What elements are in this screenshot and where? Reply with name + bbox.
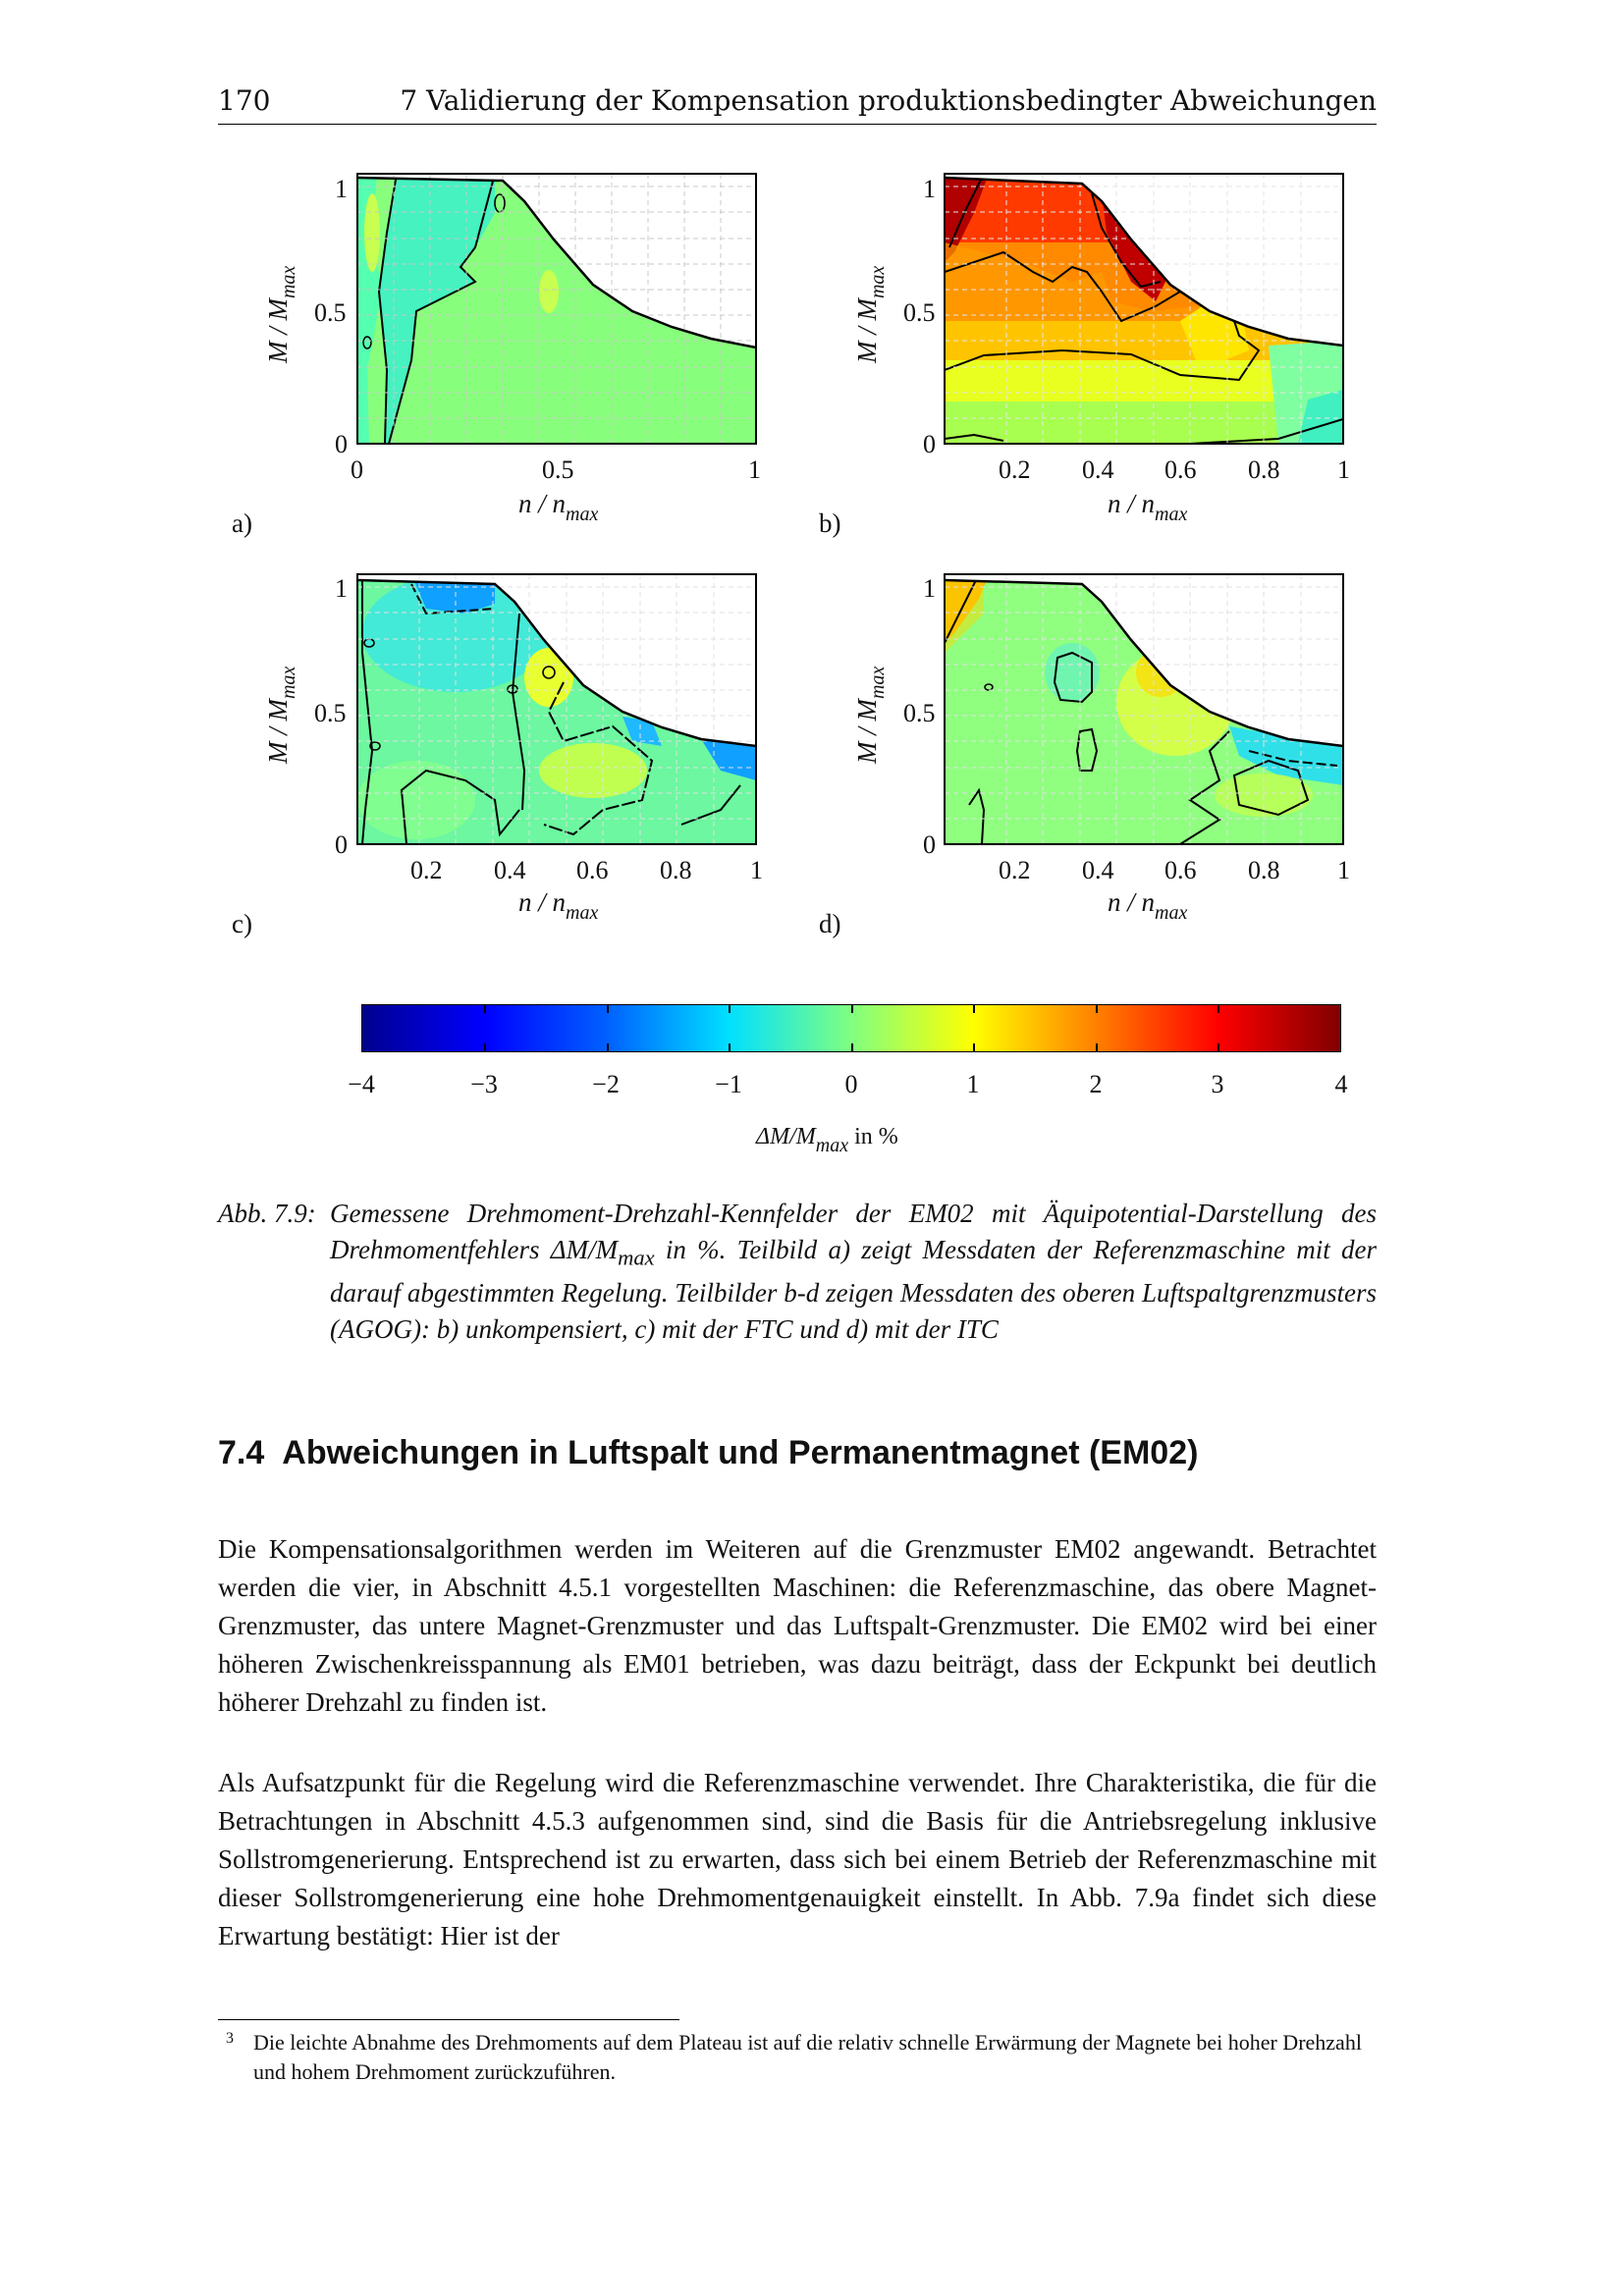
section-number: 7.4 bbox=[218, 1434, 265, 1471]
colorbar-title: $\Delta M/M_{max}$ in % bbox=[756, 1124, 898, 1156]
ytick-c-0: 0 bbox=[335, 830, 348, 859]
plot-panel-d bbox=[945, 574, 1343, 844]
ytick-a-05: 0.5 bbox=[314, 298, 347, 327]
colorbar-label-3: 3 bbox=[1211, 1070, 1224, 1098]
colorbar-label-4: 4 bbox=[1334, 1070, 1348, 1098]
colorbar-label-m4: −4 bbox=[348, 1070, 375, 1098]
colorbar-tick bbox=[973, 1043, 975, 1051]
xtick-c-02: 0.2 bbox=[410, 856, 443, 884]
page-number: 170 bbox=[218, 84, 271, 117]
colorbar-tick bbox=[729, 1043, 731, 1051]
panel-letter-a: a) bbox=[232, 508, 252, 538]
ytick-b-0: 0 bbox=[923, 430, 936, 458]
figure-caption bbox=[218, 1196, 1377, 1348]
xtick-b-02: 0.2 bbox=[999, 455, 1031, 484]
colorbar-tick bbox=[484, 1005, 486, 1013]
colorbar-label-m1: −1 bbox=[715, 1070, 742, 1098]
footnote-text: Die leichte Abnahme des Drehmoments auf dem Plateau ist auf die relativ schnelle Erwärmung der Magnete bei hoher Drehzahl und hohem Drehmoment zurückzuführen. bbox=[253, 2030, 1362, 2084]
colorbar-tick bbox=[1096, 1005, 1098, 1013]
colorbar-tick bbox=[607, 1043, 609, 1051]
xlabel-b: n / $n_{max}$ bbox=[1108, 489, 1188, 525]
colorbar-tick bbox=[1218, 1043, 1219, 1051]
ylabel-b: M / $M_{max}$ bbox=[852, 265, 889, 363]
heatmap-b bbox=[945, 174, 1343, 444]
paragraph: Als Aufsatzpunkt für die Regelung wird die Referenzmaschine verwendet. Ihre Charakteristika, die für die Betrachtungen in Abschnitt 4.5.3 aufgenommen sind, sind die Basis für die Antriebsregelung inklusive Sollstromgenerierung. Entsprechend ist zu erwarten, dass sich bei einem Betrieb der Referenzmaschine mit dieser Sollstromgenerierung eine hohe Drehmomentgenauigkeit einstellt. In Abb. 7.9a findet sich diese Erwartung bestätigt: Hier ist der bbox=[218, 1768, 1377, 1950]
xtick-c-04: 0.4 bbox=[494, 856, 526, 884]
xtick-c-1: 1 bbox=[750, 856, 763, 884]
ytick-b-05: 0.5 bbox=[903, 298, 936, 327]
xlabel-d: n / $n_{max}$ bbox=[1108, 887, 1188, 924]
ytick-c-05: 0.5 bbox=[314, 699, 347, 727]
xtick-d-06: 0.6 bbox=[1164, 856, 1197, 884]
xtick-d-08: 0.8 bbox=[1248, 856, 1280, 884]
plot-panel-c bbox=[357, 574, 756, 844]
ytick-c-1: 1 bbox=[335, 574, 348, 603]
ytick-a-1: 1 bbox=[335, 175, 348, 203]
colorbar-tick bbox=[1096, 1043, 1098, 1051]
xlabel-a: n / $n_{max}$ bbox=[518, 489, 599, 525]
footnote-rule bbox=[218, 2019, 679, 2020]
paragraph: Die Kompensationsalgorithmen werden im Weiteren auf die Grenzmuster EM02 angewandt. Betrachtet werden die vier, in Abschnitt 4.5.1 vorgestellten Maschinen: die Referenzmaschine, das obere Magnet-Grenzmuster, das untere Magnet-Grenzmuster und das Luftspalt-Grenzmuster. Die EM02 wird bei einer höheren Zwischenkreisspannung als EM01 betrieben, was dazu beiträgt, dass der Eckpunkt bei deutlich höherer Drehzahl zu finden ist. bbox=[218, 1534, 1377, 1717]
colorbar-tick bbox=[851, 1005, 853, 1013]
ytick-d-05: 0.5 bbox=[903, 699, 936, 727]
xtick-c-06: 0.6 bbox=[576, 856, 609, 884]
xtick-d-04: 0.4 bbox=[1082, 856, 1114, 884]
ytick-a-0: 0 bbox=[335, 430, 348, 458]
colorbar-label-m3: −3 bbox=[470, 1070, 498, 1098]
ytick-d-1: 1 bbox=[923, 574, 936, 603]
xtick-b-06: 0.6 bbox=[1164, 455, 1197, 484]
panel-letter-b: b) bbox=[819, 508, 841, 538]
xtick-d-1: 1 bbox=[1337, 856, 1350, 884]
xtick-c-08: 0.8 bbox=[660, 856, 692, 884]
caption-text: Gemessene Drehmoment-Drehzahl-Kennfelder der EM02 mit Äquipotential-Darstellung des Drehmomentfehlers $\Delta M/M_{max}$ in %. Teilbild a) zeigt Messdaten der Referenzmaschine mit der darauf abgestimmten Regelung. Teilbilder b-d zeigen Messdaten des oberen Luftspaltgrenzmusters (AGOG): b) unkompensiert, c) mit der FTC und d) mit der ITC bbox=[330, 1199, 1377, 1345]
ylabel-c: M / $M_{max}$ bbox=[263, 666, 299, 764]
ytick-d-0: 0 bbox=[923, 830, 936, 859]
colorbar-label-0: 0 bbox=[844, 1070, 858, 1098]
plot-panel-a bbox=[357, 174, 756, 444]
xtick-b-08: 0.8 bbox=[1248, 455, 1280, 484]
ylabel-d: M / $M_{max}$ bbox=[852, 666, 889, 764]
panel-letter-d: d) bbox=[819, 909, 841, 938]
xtick-b-04: 0.4 bbox=[1082, 455, 1114, 484]
ytick-b-1: 1 bbox=[923, 175, 936, 203]
colorbar-tick bbox=[1218, 1005, 1219, 1013]
heatmap-c bbox=[357, 574, 756, 844]
xlabel-c: n / $n_{max}$ bbox=[518, 887, 599, 924]
colorbar-label-m2: −2 bbox=[592, 1070, 620, 1098]
footnote bbox=[218, 2028, 1377, 2087]
colorbar-tick bbox=[729, 1005, 731, 1013]
heatmap-a bbox=[357, 174, 756, 444]
caption-label: Abb. 7.9: bbox=[218, 1199, 316, 1228]
panel-letter-c: c) bbox=[232, 909, 252, 938]
colorbar-tick bbox=[973, 1005, 975, 1013]
section-heading bbox=[218, 1434, 1198, 1472]
xtick-b-1: 1 bbox=[1337, 455, 1350, 484]
plot-panel-b bbox=[945, 174, 1343, 444]
ylabel-a: M / $M_{max}$ bbox=[263, 265, 299, 363]
colorbar-tick bbox=[607, 1005, 609, 1013]
footnote-mark: 3 bbox=[226, 2030, 234, 2047]
xtick-a-1: 1 bbox=[748, 455, 761, 484]
colorbar-label-1: 1 bbox=[966, 1070, 980, 1098]
xtick-a-05: 0.5 bbox=[542, 455, 574, 484]
xtick-d-02: 0.2 bbox=[999, 856, 1031, 884]
xtick-a-0: 0 bbox=[351, 455, 363, 484]
colorbar-tick bbox=[484, 1043, 486, 1051]
heatmap-d bbox=[945, 574, 1343, 844]
colorbar bbox=[361, 1004, 1341, 1052]
section-title: Abweichungen in Luftspalt und Permanentmagnet (EM02) bbox=[282, 1434, 1199, 1471]
colorbar-tick bbox=[851, 1043, 853, 1051]
colorbar-label-2: 2 bbox=[1089, 1070, 1103, 1098]
running-title: 7 Validierung der Kompensation produktionsbedingter Abweichungen bbox=[400, 84, 1377, 117]
header-rule bbox=[218, 124, 1377, 125]
